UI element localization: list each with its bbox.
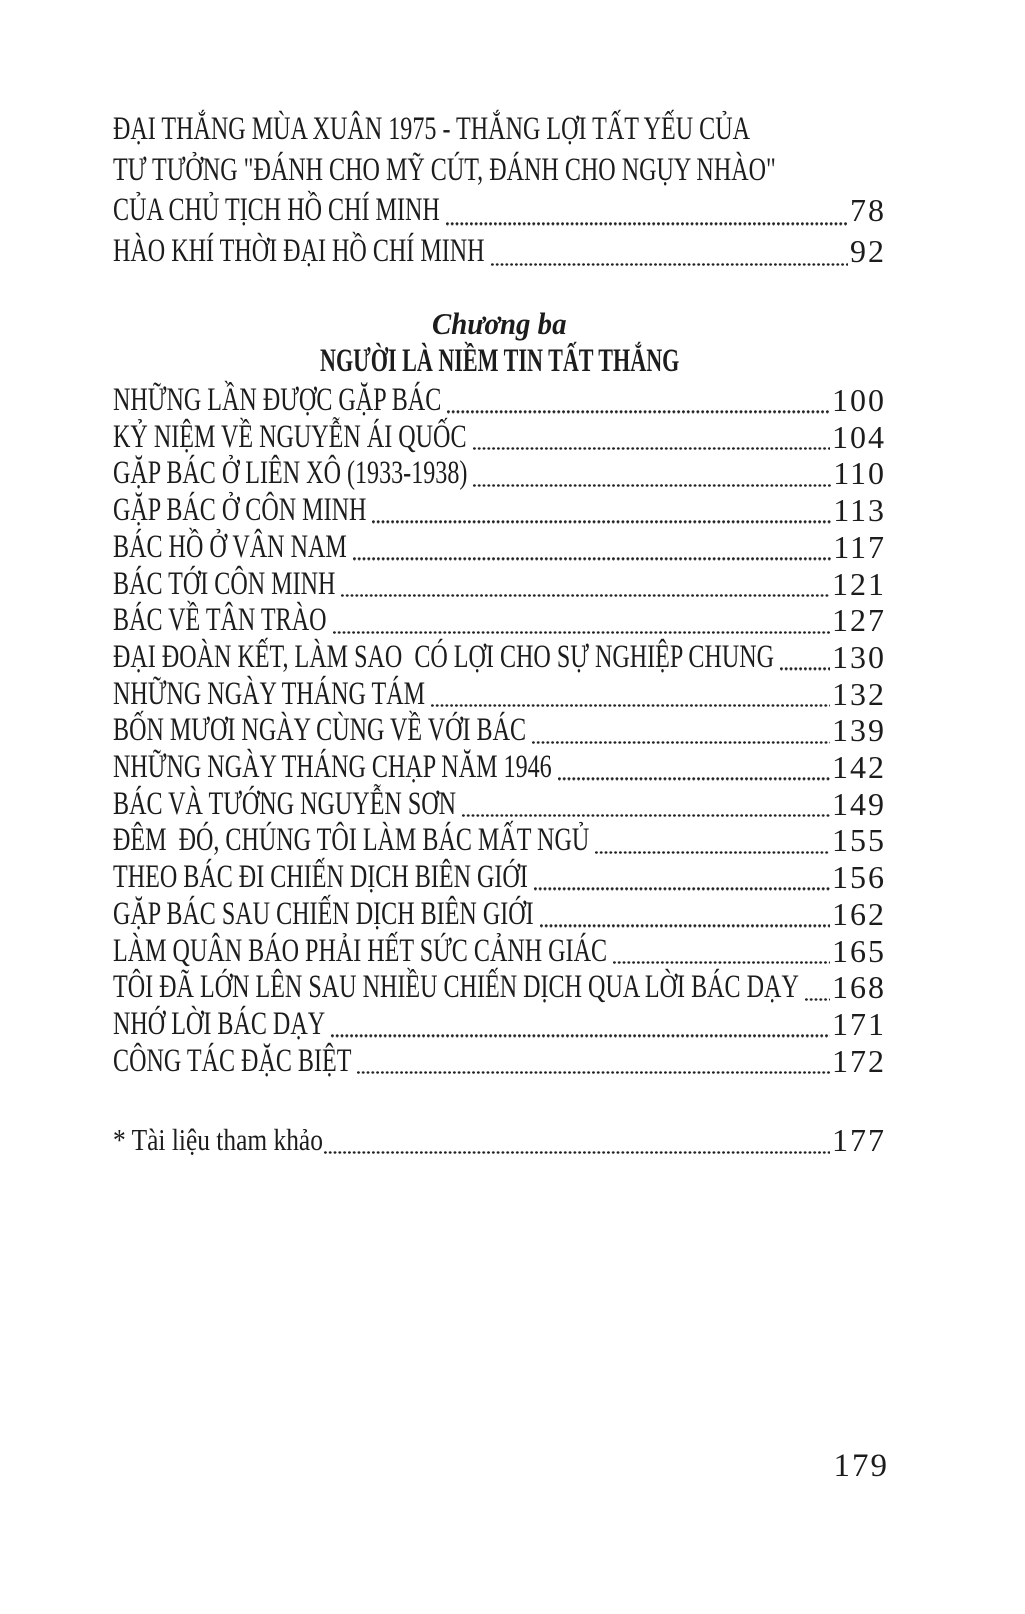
dot-leader xyxy=(446,190,850,231)
toc-entry-line xyxy=(113,150,886,191)
reference-entry xyxy=(113,1121,886,1159)
toc-entry-page: 104 xyxy=(832,418,886,455)
toc-entry-title: BÁC VỀ TÂN TRÀO xyxy=(113,602,327,639)
toc-entry-page: 100 xyxy=(832,382,886,418)
toc-entry-title: LÀM QUÂN BÁO PHẢI HẾT SỨC CẢNH GIÁC xyxy=(113,932,608,969)
toc-entry xyxy=(113,455,886,492)
dot-leader xyxy=(613,933,832,970)
dot-leader xyxy=(491,231,850,272)
toc-entry-title: KỶ NIỆM VỀ NGUYỄN ÁI QUỐC xyxy=(113,418,467,455)
toc-entry xyxy=(113,382,886,419)
toc-entry xyxy=(113,529,886,566)
toc-entry-title: BÁC VÀ TƯỚNG NGUYỄN SƠN xyxy=(113,785,457,822)
toc-entry xyxy=(113,859,886,896)
dot-leader xyxy=(462,786,832,823)
toc-entry-page: 110 xyxy=(833,455,886,492)
toc-entry-page: 117 xyxy=(833,528,886,565)
toc-entry-title: BÁC TỚI CÔN MINH xyxy=(113,565,336,602)
toc-entry-title: GẶP BÁC SAU CHIẾN DỊCH BIÊN GIỚI xyxy=(113,895,534,932)
dot-leader xyxy=(595,822,832,859)
toc-entry xyxy=(113,639,886,676)
toc-entry-list xyxy=(113,382,886,1079)
toc-entry-page: 130 xyxy=(832,638,886,675)
toc-entry xyxy=(113,419,886,456)
toc-entry-page: 165 xyxy=(832,932,886,969)
toc-entry xyxy=(113,676,886,713)
toc-entry-title: TƯ TƯỞNG "ĐÁNH CHO MỸ CÚT, ĐÁNH CHO NGỤY NHÀO" xyxy=(113,151,776,188)
chapter-title: NGƯỜI LÀ NIỀM TIN TẤT THẮNG xyxy=(319,343,680,379)
reference-title: * Tài liệu tham khảo xyxy=(113,1122,323,1158)
toc-entry xyxy=(113,749,886,786)
page-number: 179 xyxy=(833,1448,889,1484)
dot-leader xyxy=(357,1043,832,1080)
toc-entry-page: 156 xyxy=(832,859,886,896)
toc-entry xyxy=(113,566,886,603)
dot-leader xyxy=(473,419,832,456)
toc-content xyxy=(113,109,886,1159)
toc-entry-page: 78 xyxy=(850,192,886,228)
toc-entry-page: 168 xyxy=(832,969,886,1006)
toc-entry-page: 132 xyxy=(832,675,886,712)
toc-entry-line xyxy=(113,109,886,150)
dot-leader xyxy=(341,566,832,603)
toc-entry-title: GẶP BÁC Ở LIÊN XÔ (1933-1938) xyxy=(113,455,468,492)
dot-leader xyxy=(532,712,832,749)
toc-entry-title: NHỮNG LẦN ĐƯỢC GẶP BÁC xyxy=(113,382,442,418)
toc-entry-title: CÔNG TÁC ĐẶC BIỆT xyxy=(113,1042,352,1079)
toc-entry-page: 172 xyxy=(832,1042,886,1079)
toc-entry-title: NHỮNG NGÀY THÁNG CHẠP NĂM 1946 xyxy=(113,749,552,786)
dot-leader xyxy=(780,639,832,676)
toc-entry-page: 113 xyxy=(833,492,886,529)
toc-entry xyxy=(113,1043,886,1080)
toc-entry xyxy=(113,492,886,529)
toc-entry-title: GẶP BÁC Ở CÔN MINH xyxy=(113,492,367,529)
toc-entry-page: 149 xyxy=(832,785,886,822)
toc-entry-page: 142 xyxy=(832,749,886,786)
dot-leader xyxy=(447,382,832,419)
dot-leader xyxy=(540,896,832,933)
dot-leader xyxy=(333,602,832,639)
dot-leader xyxy=(372,492,833,529)
chapter-label-line xyxy=(113,306,886,341)
toc-entry-title: NHỚ LỜI BÁC DẠY xyxy=(113,1005,326,1042)
toc-entry-title: NHỮNG NGÀY THÁNG TÁM xyxy=(113,675,426,712)
toc-entry xyxy=(113,933,886,970)
toc-entry xyxy=(113,786,886,823)
toc-entry-title: HÀO KHÍ THỜI ĐẠI HỒ CHÍ MINH xyxy=(113,232,485,269)
toc-entry-page: 139 xyxy=(832,712,886,749)
toc-entry xyxy=(113,822,886,859)
toc-entry xyxy=(113,712,886,749)
toc-entry-page: 162 xyxy=(832,895,886,932)
dot-leader xyxy=(473,455,833,492)
toc-entry-page: 127 xyxy=(832,602,886,639)
toc-entry-title: TÔI ĐÃ LỚN LÊN SAU NHIỀU CHIẾN DỊCH QUA LỜI BÁC DẠY xyxy=(113,969,799,1006)
dot-leader xyxy=(805,969,832,1006)
toc-entry-title: ĐẠI THẮNG MÙA XUÂN 1975 - THẮNG LỢI TẤT YẾU CỦA xyxy=(113,111,751,147)
toc-entry xyxy=(113,190,886,231)
toc-entry-page: 155 xyxy=(832,822,886,859)
toc-entry xyxy=(113,602,886,639)
dot-leader xyxy=(534,859,832,896)
toc-entry-title: ĐÊM ĐÓ, CHÚNG TÔI LÀM BÁC MẤT NGỦ xyxy=(113,822,590,859)
toc-entry-page: 171 xyxy=(832,1005,886,1042)
toc-entry-page: 92 xyxy=(850,232,886,269)
dot-leader xyxy=(331,1006,832,1043)
toc-entry-title: THEO BÁC ĐI CHIẾN DỊCH BIÊN GIỚI xyxy=(113,859,528,896)
chapter-label: Chương ba xyxy=(432,306,567,341)
dot-leader xyxy=(558,749,832,786)
chapter-title-line xyxy=(113,341,886,382)
toc-entry xyxy=(113,969,886,1006)
dot-leader xyxy=(353,529,833,566)
dot-leader xyxy=(431,676,832,713)
reference-page: 177 xyxy=(832,1122,886,1159)
toc-entry-title: BỐN MƯƠI NGÀY CÙNG VỀ VỚI BÁC xyxy=(113,712,527,749)
toc-entry xyxy=(113,231,886,272)
toc-entry xyxy=(113,1006,886,1043)
toc-entry-page: 121 xyxy=(832,565,886,602)
toc-entry-title: CỦA CHỦ TỊCH HỒ CHÍ MINH xyxy=(113,192,440,228)
chapter-heading xyxy=(113,306,886,382)
toc-entry-title: BÁC HỒ Ở VÂN NAM xyxy=(113,528,347,565)
toc-top-section xyxy=(113,109,886,271)
dot-leader xyxy=(324,1121,832,1159)
toc-entry-title: ĐẠI ĐOÀN KẾT, LÀM SAO CÓ LỢI CHO SỰ NGHIỆP CHUNG xyxy=(113,638,775,675)
toc-entry xyxy=(113,896,886,933)
